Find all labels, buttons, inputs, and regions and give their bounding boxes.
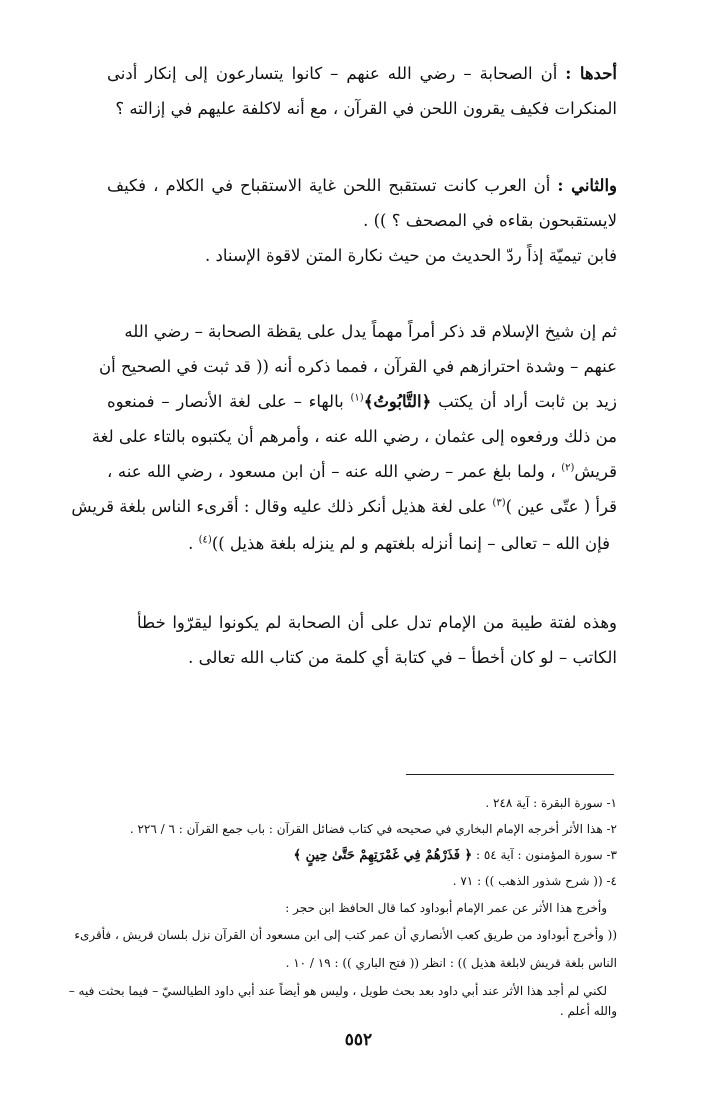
footnote-4-line-2: وأخرج هذا الأثر عن عمر الإمام أبوداود كما قال الحافظ ابن حجر :: [285, 901, 607, 915]
paragraph-2-line-1-text: أن العرب كانت تستقبح اللحن غاية الاستقباح في الكلام ، فكيف: [107, 176, 551, 195]
paragraph-1-line-2: المنكرات فكيف يقرون اللحن في القرآن ، مع أنه لاكلفة عليهم في إزالته ؟: [115, 99, 617, 118]
footnote-4-line-6: والله أعلم .: [559, 1004, 617, 1018]
paragraph-2-line-3: فابن تيميّة إذاً ردّ الحديث من حيث نكارة المتن لاقوة الإسناد .: [205, 246, 617, 265]
paragraph-2-line-1: [107, 174, 617, 198]
paragraph-3-line-6-a: قرأ ( عتّى عين ): [505, 497, 617, 516]
page-number: ٥٥٢: [344, 1030, 373, 1050]
paragraph-3-line-6-b: على لغة هذيل أنكر ذلك عليه وقال : أقرىء الناس بلغة قريش: [71, 497, 488, 516]
paragraph-3-line-1: ثم إن شيخ الإسلام قد ذكر أمراً مهماً يدل على يقظة الصحابة – رضي الله: [124, 322, 617, 341]
paragraph-3-line-5-a: قريش: [574, 462, 617, 481]
paragraph-3-line-5-b: ، ولما بلغ عمر – رضي الله عنه – أن ابن مسعود ، رضي الله عنه ،: [107, 462, 556, 481]
paragraph-3-line-2: عنهم – وشدة احترازهم في القرآن ، فمما ذكره أنه (( قد ثبت في الصحيح أن: [99, 357, 617, 376]
paragraph-4-line-1: وهذه لفتة طيبة من الإمام تدل على أن الصحابة لم يكونوا ليقرّوا خطأ: [137, 613, 617, 632]
paragraph-3-line-3-a: زيد بن ثابت أراد أن يكتب: [438, 392, 617, 411]
footnote-2: ٢- هذا الأثر أخرجه الإمام البخاري في صحيحه في كتاب فضائل القرآن : باب جمع القرآن : ٦ / ٢٢٦ .: [129, 822, 617, 836]
footnote-ref-2: (٢): [561, 462, 575, 474]
paragraph-3-line-7-a: فإن الله – تعالى – إنما أنزله بلغتهم و لم ينزله بلغة هذيل )): [211, 534, 610, 553]
second-point-label: والثاني :: [557, 176, 617, 195]
first-point-label: أحدها :: [565, 64, 618, 83]
paragraph-3-line-7: [100, 532, 610, 556]
paragraph-1-line-1-text: أن الصحابة – رضي الله عنهم – كانوا يتسارعون إلى إنكار أدنى: [107, 64, 558, 83]
paragraph-2-line-2: لايستقبحون بقاءه في المصحف ؟ )) .: [363, 211, 617, 230]
footnote-1: ١- سورة البقرة : آية ٢٤٨ .: [485, 796, 617, 810]
paragraph-3-line-4: من ذلك ورفعوه إلى عثمان ، رضي الله عنه ، وأمرهم أن يكتبوه بالتاء على لغة: [91, 427, 617, 446]
paragraph-4-line-2: الكاتب – لو كان أخطأ – في كتابة أي كلمة من كتاب الله تعالى .: [188, 648, 617, 667]
footnote-4-line-5: لكني لم أجد هذا الأثر عند أبي داود بعد بحث طويل ، وليس هو أيضاً عند أبي داود الطيالسيّ – فيما بحثت فيه –: [68, 984, 607, 998]
paragraph-3-line-3: [107, 390, 617, 414]
footnote-separator: [406, 774, 614, 775]
paragraph-3-line-7-b: .: [188, 534, 194, 553]
footnote-ref-4: (٤): [198, 534, 212, 546]
quran-word-tabut: ﴿التَّابُوتُ﴾: [363, 392, 432, 411]
footnote-ref-3: (٣): [492, 497, 506, 509]
footnote-4-line-3: (( وأخرج أبوداود من طريق كعب الأنصاري أن عمر كتب إلى ابن مسعود أن القرآن نزل بلسان قريش ، فأقرىء: [74, 928, 617, 942]
footnote-3: [97, 846, 617, 865]
paragraph-3-line-5: [107, 460, 617, 484]
paragraph-3-line-6: [71, 495, 617, 519]
footnote-4: ٤- (( شرح شذور الذهب )) : ٧١ .: [452, 874, 617, 888]
footnote-3-quran-verse: ﴿ فَذَرْهُمْ فِي غَمْرَتِهِمْ حَتَّىٰ حِينٍ ﴾: [293, 848, 473, 863]
paragraph-1-line-1: [107, 62, 617, 86]
footnote-3-text: ٣- سورة المؤمنون : آية ٥٤ :: [475, 848, 617, 862]
footnote-ref-1: (١): [350, 392, 364, 404]
footnote-4-line-4: الناس بلغة قريش لابلغة هذيل )) : انظر (( فتح الباري )) : ١٩ / ١٠ .: [285, 956, 617, 970]
paragraph-3-line-3-b: بالهاء – على لغة الأنصار – فمنعوه: [107, 392, 344, 411]
